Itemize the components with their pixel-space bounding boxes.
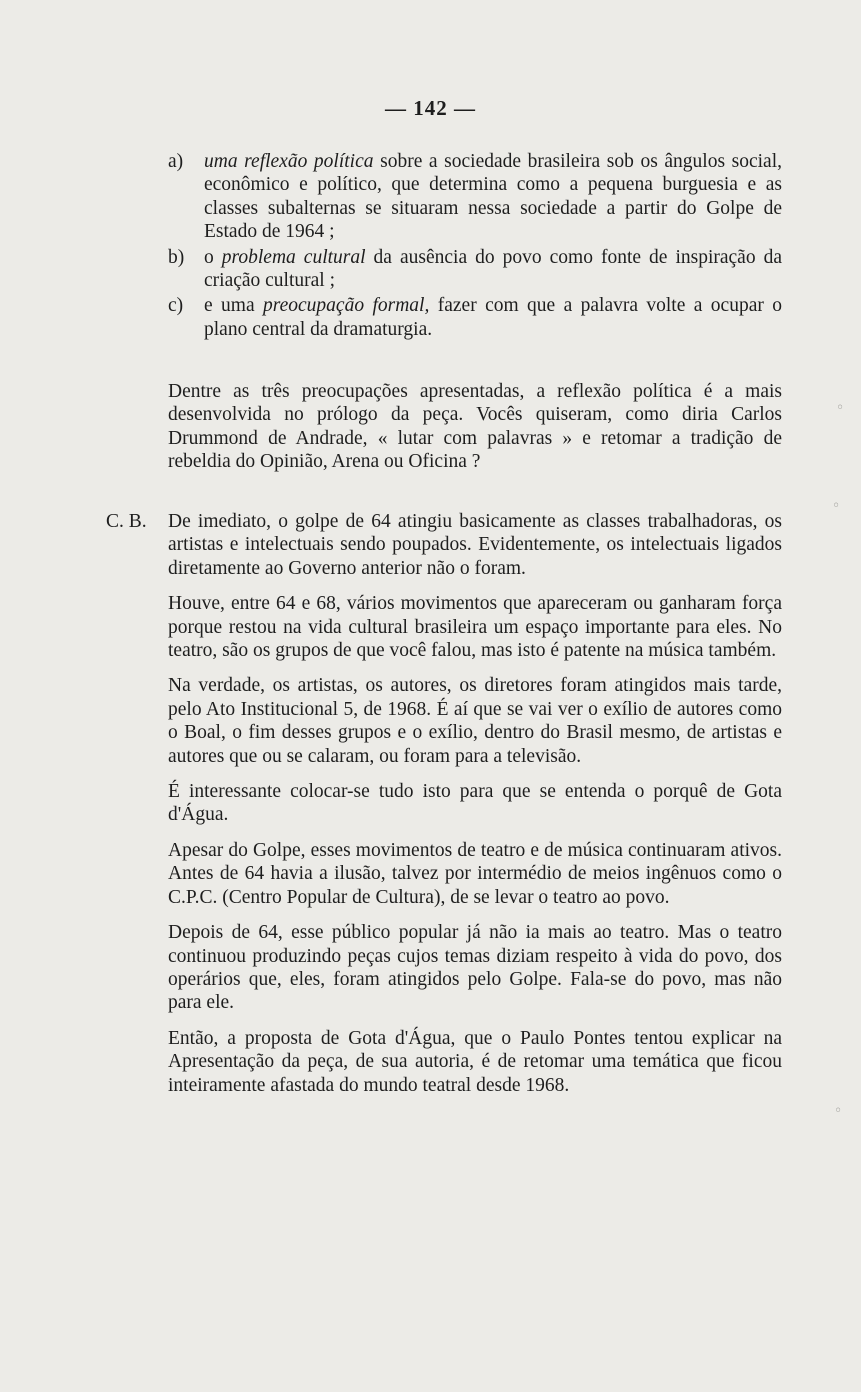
item-text: sobre a sociedade brasileira sob os ângulos social, econômico e político, que determina como a pequena burguesia e as classes subalternas se situaram nessa sociedade a partir do Golpe de Estado de 1964 ; <box>204 151 783 243</box>
answer-paragraph: Então, a proposta de Gota d'Água, que o Paulo Pontes tentou explicar na Apresentação da peça, de sua autoria, é de retomar uma temática que ficou inteiramente afastada do mundo teatral desde 1968. <box>168 1027 782 1096</box>
answer-paragraph: Houve, entre 64 e 68, vários movimentos que apareceram ou ganharam força porque restou na vida cultural brasileira um espaço importante para eles. No teatro, são os grupos de que você falou, mas isto é patente na música também. <box>168 593 782 662</box>
margin-speck: ◦ <box>834 1103 843 1119</box>
interviewer-question: Dentre as três preocupações apresentadas, a reflexão política é a mais desenvolvida no prólogo da peça. Vocês quiseram, como diria Carlos Drummond de Andrade, « lutar com palavras » e retomar a tradição de rebeldia do Opinião, Arena ou Oficina ? <box>168 381 782 473</box>
answer-block <box>106 510 782 1097</box>
answer-paragraph: Depois de 64, esse público popular já não ia mais ao teatro. Mas o teatro continuou produzindo peças cujos temas diziam respeito à vida do povo, dos operários que, eles, foram atingidos pelo Golpe. Fala-se do povo, mas não para ele. <box>168 922 782 1014</box>
speaker-initials: C. B. <box>106 511 147 532</box>
item-label: c) <box>168 295 184 317</box>
item-emphasis: uma reflexão política <box>204 151 374 172</box>
answer-paragraph: Na verdade, os artistas, os autores, os diretores foram atingidos mais tarde, pelo Ato Institucional 5, de 1968. É aí que se vai ver o exílio de autores como o Boal, o fim desses grupos e o exílio, dentro do Brasil mesmo, de artistas e autores que ou se calaram, ou foram para a televisão. <box>168 675 782 767</box>
answer-paragraph: Apesar do Golpe, esses movimentos de teatro e de música continuaram ativos. Antes de 64 havia a ilusão, talvez por intermédio de meios ingênuos como o C.P.C. (Centro Popular de Cultura), de se levar o teatro ao povo. <box>168 839 782 908</box>
item-prefix: e uma <box>204 295 263 317</box>
answer-paragraph: É interessante colocar-se tudo isto para que se entenda o porquê de Gota d'Água. <box>168 781 782 826</box>
item-label: b) <box>168 246 185 268</box>
page-number: — 142 — <box>385 96 476 120</box>
item-text: fazer com que a palavra volte a ocupar o plano central da dramaturgia. <box>204 295 782 340</box>
list-item-a <box>168 150 782 244</box>
item-emphasis: preocupação formal, <box>263 295 430 317</box>
item-prefix: o <box>204 246 222 268</box>
answer-paragraph: De imediato, o golpe de 64 atingiu basicamente as classes trabalhadoras, os artistas e intelectuais sendo poupados. Evidentemente, os intelectuais ligados diretamente ao Governo anterior não o foram. <box>168 511 782 579</box>
margin-speck: ◦ <box>832 498 841 514</box>
list-item-b <box>168 246 782 293</box>
item-emphasis: problema cultural <box>221 246 366 268</box>
item-label: a) <box>168 151 184 172</box>
list-item-c <box>168 294 782 341</box>
margin-speck: ◦ <box>836 400 845 416</box>
item-text: da ausência do povo como fonte de inspiração da criação cultural ; <box>204 246 782 292</box>
objectives-list <box>168 150 782 341</box>
